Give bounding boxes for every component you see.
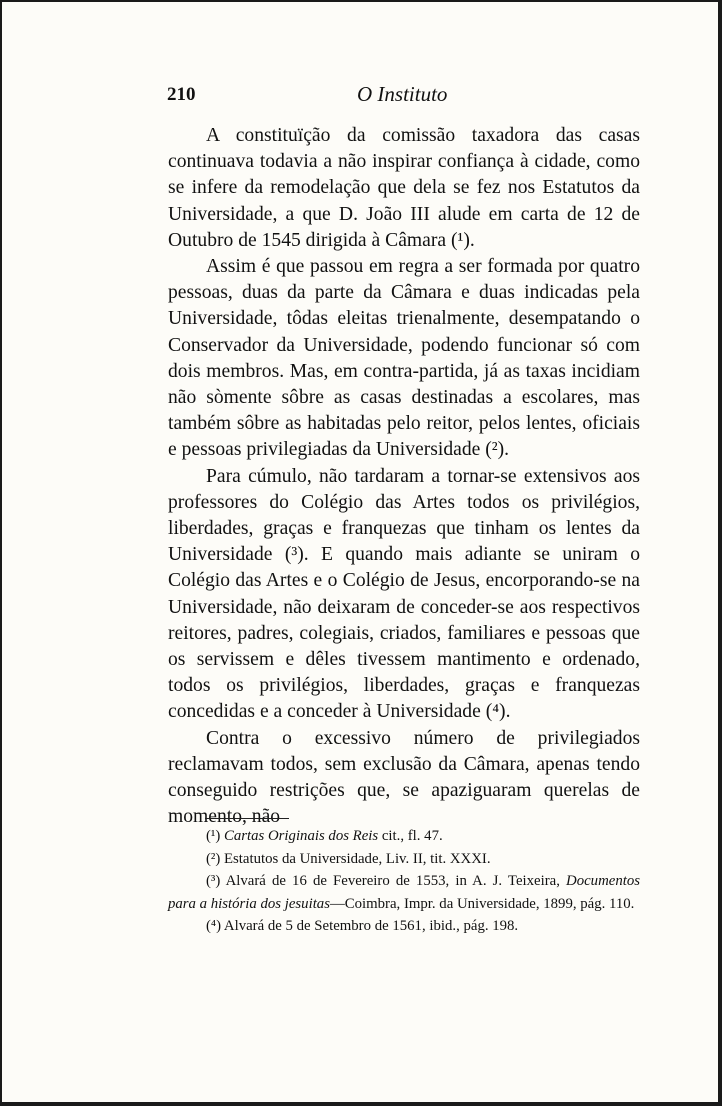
book-page: [2, 2, 718, 1102]
paragraph-4: Contra o excessivo número de privilegiados reclamavam todos, sem exclusão da Câmara, apenas tendo conseguido restrições que, se apaziguaram querelas de momento, não: [168, 727, 640, 828]
page-header: [167, 82, 640, 112]
footnote-4: [168, 915, 640, 938]
footnote-3-title: Documentos para a história dos jesuitas: [168, 873, 640, 912]
footnote-2-number: (²): [206, 850, 221, 867]
paragraph-1: A constituïção da comissão taxadora das casas continuava todavia a não inspirar confiança à cidade, como se infere da remodelação que dela se fez nos Estatutos da Universidade, a que D. João III alude em carta de 12 de Outubro de 1545 dirigida à Câmara (¹).: [168, 125, 640, 251]
footnote-3-pre: Alvará de 16 de Fevereiro de 1553, in A. J. Teixeira,: [225, 873, 567, 889]
footnote-4-text: Alvará de 5 de Setembro de 1561, ibid., pág. 198.: [223, 918, 519, 934]
footnote-1-rest: cit., fl. 47.: [378, 828, 443, 844]
paragraph-3: Para cúmulo, não tardaram a tornar-se extensivos aos professores do Colégio das Artes todos os privilégios, liberdades, graças e franquezas que tinham os lentes da Universidade (³). E quando mais adiante se uniram o Colégio das Artes e o Colégio de Jesus, encorporando-se na Universidade, não deixaram de conceder-se aos respectivos reitores, padres, colegiais, criados, familiares e pessoas que os servissem e dêles tivessem mantimento e ordenado, todos os privilégios, liberdades, graças e franquezas concedidas e a conceder à Universidade (⁴).: [168, 465, 640, 723]
footnote-1-number: (¹): [206, 828, 221, 844]
paragraph-2: Assim é que passou em regra a ser formada por quatro pessoas, duas da parte da Câmara e duas indicadas pela Universidade, tôdas eleitas trienalmente, desempatando o Conservador da Universidade, podendo funcionar só com dois membros. Mas, em contra-partida, já as taxas incidiam não sòmente sôbre as casas destinadas a escolares, mas também sôbre as habitadas pelo reitor, pelos lentes, oficiais e pessoas privilegiadas da Universidade (²).: [168, 256, 640, 461]
footnote-1: [168, 825, 640, 848]
page-number: 210: [167, 84, 196, 105]
footnote-separator: [205, 818, 289, 819]
footnote-4-number: (⁴): [206, 918, 222, 934]
footnote-1-title: Cartas Originais dos Reis: [224, 828, 379, 844]
footnote-2-text: Estatutos da Universidade, Liv. II, tit. XXXI.: [224, 850, 491, 867]
footnotes: [168, 825, 640, 938]
footnote-3-post: —Coimbra, Impr. da Universidade, 1899, pág. 110.: [329, 895, 635, 912]
footnote-2: [168, 848, 640, 871]
footnote-3: [168, 870, 640, 915]
running-title: O Instituto: [357, 82, 448, 106]
main-text: [168, 123, 640, 830]
footnote-3-number: (³): [206, 873, 221, 889]
